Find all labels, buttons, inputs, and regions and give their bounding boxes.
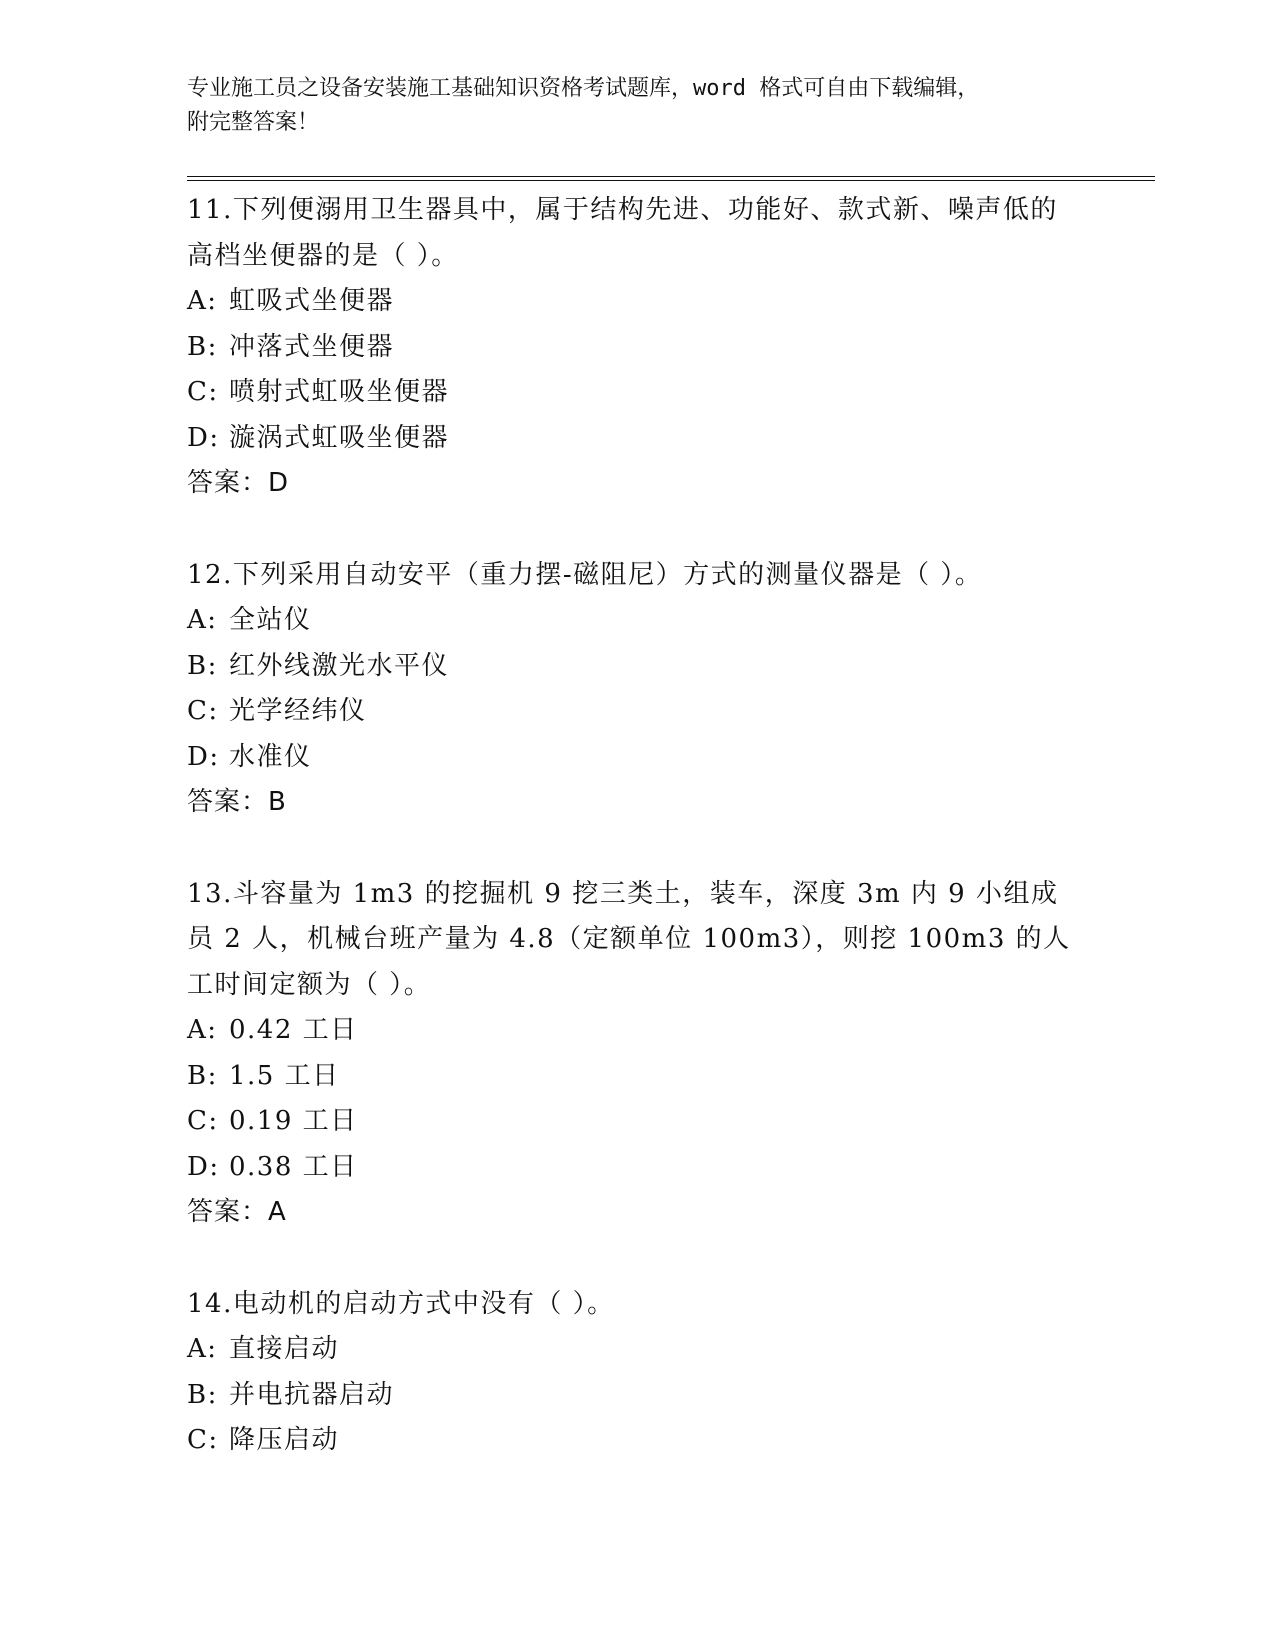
option-d xyxy=(187,735,1087,781)
option-letter: D: xyxy=(187,422,220,453)
option-text: 光学经纬仪 xyxy=(229,696,367,726)
option-a xyxy=(187,279,1087,325)
option-text: 0.38 工日 xyxy=(229,1151,358,1182)
option-letter: B: xyxy=(187,650,218,681)
option-text: 漩涡式虹吸坐便器 xyxy=(229,422,450,453)
question-stem: 11.下列便溺用卫生器具中，属于结构先进、功能好、款式新、噪声低的高档坐便器的是（ ）。 xyxy=(187,195,1058,271)
question-11 xyxy=(187,188,1087,507)
option-letter: C: xyxy=(187,696,219,726)
option-text: 1.5 工日 xyxy=(229,1060,340,1091)
option-letter: A: xyxy=(187,1334,218,1364)
option-text: 0.19 工日 xyxy=(229,1106,358,1136)
option-text: 直接启动 xyxy=(229,1334,340,1364)
option-letter: A: xyxy=(187,605,218,635)
option-c xyxy=(187,1099,1087,1145)
option-a xyxy=(187,1008,1087,1054)
option-b xyxy=(187,1054,1087,1100)
document-header xyxy=(187,72,1087,140)
option-text: 降压启动 xyxy=(229,1425,340,1455)
question-14 xyxy=(187,1282,1087,1464)
option-c xyxy=(187,370,1087,416)
answer-line: 答案：B xyxy=(187,787,287,817)
option-b xyxy=(187,1373,1087,1419)
option-text: 并电抗器启动 xyxy=(229,1379,395,1410)
option-letter: C: xyxy=(187,1106,219,1136)
header-line-1: 专业施工员之设备安装施工基础知识资格考试题库，word 格式可自由下载编辑， xyxy=(187,76,980,101)
option-letter: A: xyxy=(187,1015,218,1045)
question-12 xyxy=(187,553,1087,826)
option-letter: A: xyxy=(187,286,218,316)
answer-line: 答案：D xyxy=(187,468,290,498)
option-letter: B: xyxy=(187,1060,218,1091)
question-13 xyxy=(187,872,1087,1236)
question-list xyxy=(187,188,1087,1510)
option-letter: B: xyxy=(187,1379,218,1410)
option-c xyxy=(187,1418,1087,1464)
option-c xyxy=(187,689,1087,735)
question-stem: 12.下列采用自动安平（重力摆-磁阻尼）方式的测量仪器是（ ）。 xyxy=(187,559,983,590)
option-letter: B: xyxy=(187,331,218,362)
question-stem: 14.电动机的启动方式中没有（ ）。 xyxy=(187,1288,615,1319)
option-text: 红外线激光水平仪 xyxy=(229,650,450,681)
option-a xyxy=(187,1327,1087,1373)
option-text: 0.42 工日 xyxy=(229,1015,358,1045)
option-d xyxy=(187,1145,1087,1191)
option-text: 水准仪 xyxy=(229,741,312,772)
question-stem: 13.斗容量为 1m3 的挖掘机 9 挖三类土，装车，深度 3m 内 9 小组成员 2 人，机械台班产量为 4.8（定额单位 100m3），则挖 100m3 的人工时间定额为（ ）。 xyxy=(187,878,1071,1000)
option-letter: C: xyxy=(187,377,219,407)
option-letter: D: xyxy=(187,1151,220,1182)
option-text: 全站仪 xyxy=(229,605,312,635)
option-b xyxy=(187,325,1087,371)
header-line-2: 附完整答案！ xyxy=(187,110,320,135)
answer-line: 答案：A xyxy=(187,1197,287,1227)
option-a xyxy=(187,598,1087,644)
option-d xyxy=(187,416,1087,462)
header-divider-top xyxy=(187,176,1155,177)
header-divider-bottom xyxy=(187,180,1155,181)
option-letter: C: xyxy=(187,1425,219,1455)
option-letter: D: xyxy=(187,741,220,772)
option-b xyxy=(187,644,1087,690)
option-text: 喷射式虹吸坐便器 xyxy=(229,377,450,407)
option-text: 虹吸式坐便器 xyxy=(229,286,395,316)
option-text: 冲落式坐便器 xyxy=(229,331,395,362)
